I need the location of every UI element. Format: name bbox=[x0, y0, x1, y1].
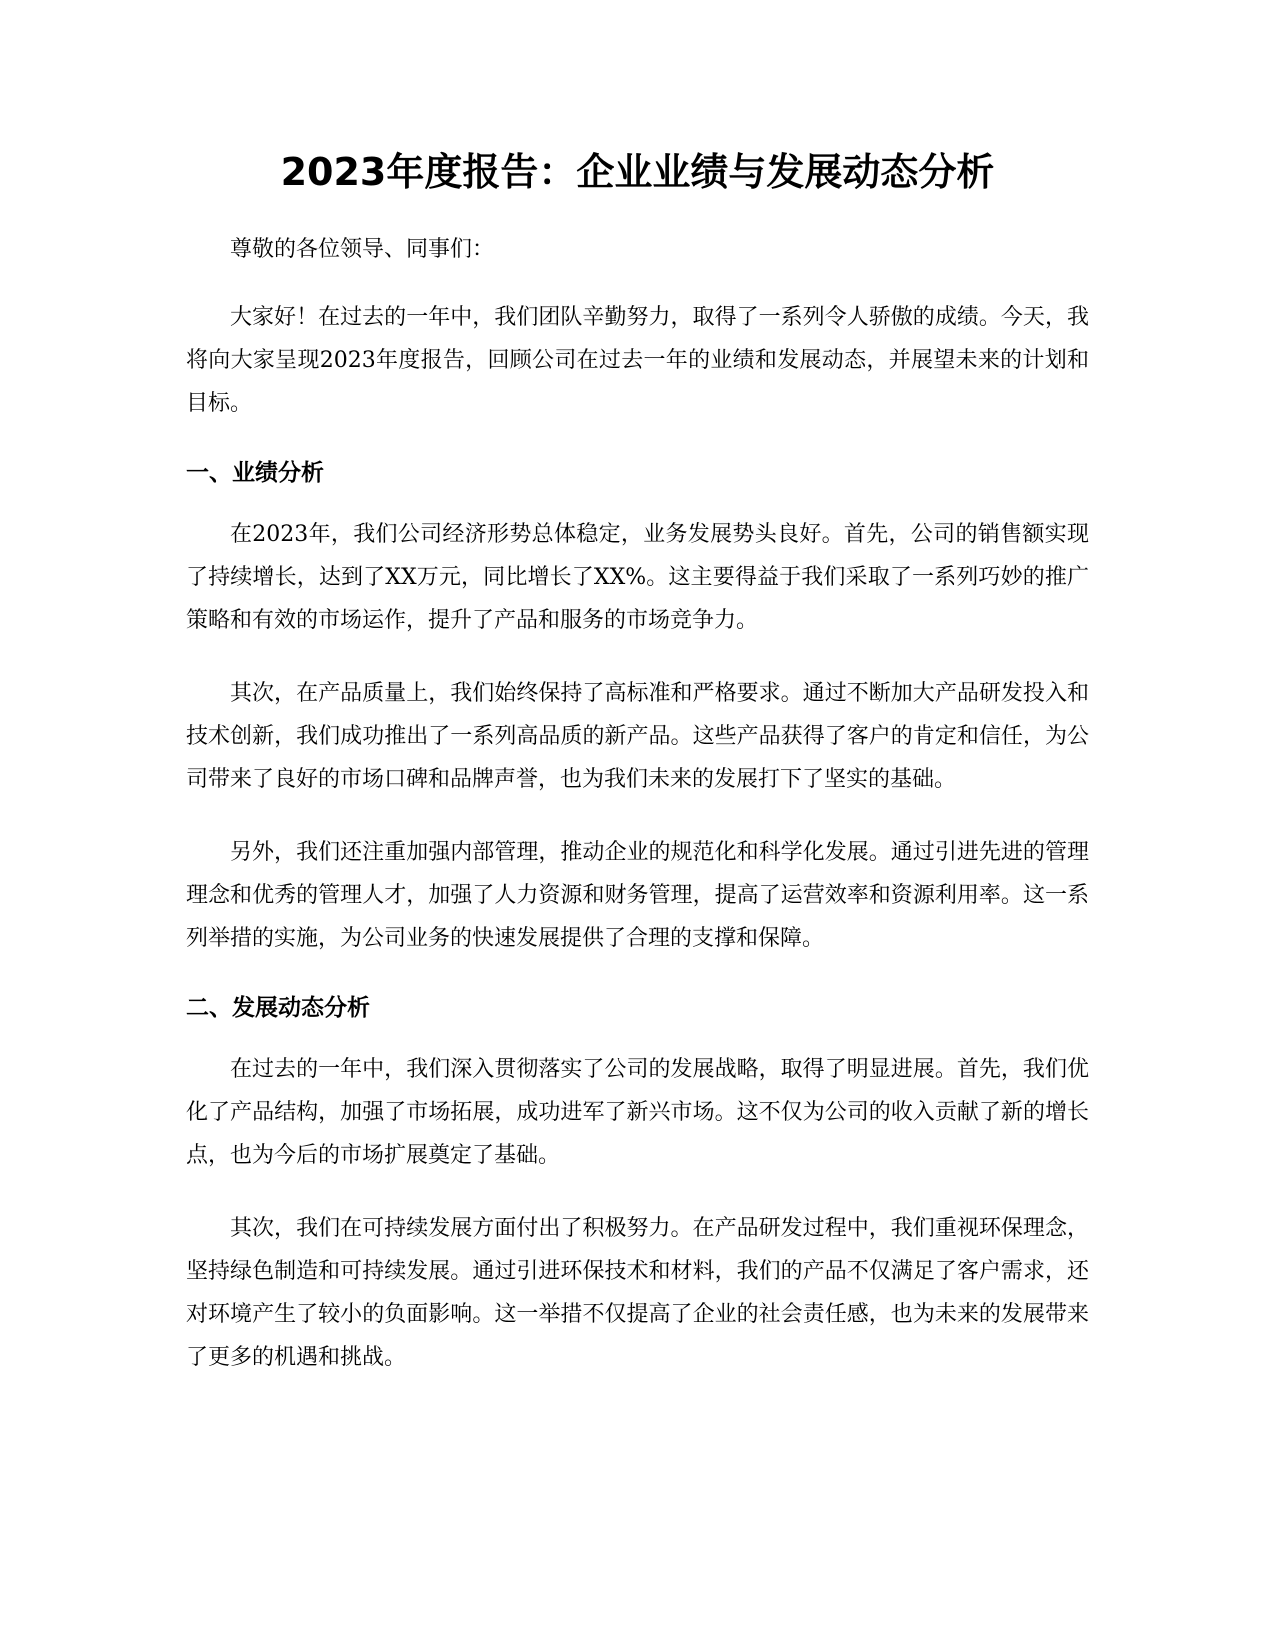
document-title: 2023年度报告：企业业绩与发展动态分析 bbox=[280, 150, 995, 194]
salutation: 尊敬的各位领导、同事们： bbox=[230, 237, 495, 262]
performance-paragraph-2: 其次，在产品质量上，我们始终保持了高标准和严格要求。通过不断加大产品研发投入和技术创新，我们成功推出了一系列高品质的新产品。这些产品获得了客户的肯定和信任，为公司带来了良好的市场口碑和品牌声誉，也为我们未来的发展打下了坚实的基础。 bbox=[186, 681, 1089, 792]
development-paragraph-2: 其次，我们在可持续发展方面付出了积极努力。在产品研发过程中，我们重视环保理念，坚持绿色制造和可持续发展。通过引进环保技术和材料，我们的产品不仅满足了客户需求，还对环境产生了较小的负面影响。这一举措不仅提高了企业的社会责任感，也为未来的发展带来了更多的机遇和挑战。 bbox=[186, 1216, 1089, 1370]
development-paragraph-1: 在过去的一年中，我们深入贯彻落实了公司的发展战略，取得了明显进展。首先，我们优化了产品结构，加强了市场拓展，成功进军了新兴市场。这不仅为公司的收入贡献了新的增长点，也为今后的市场扩展奠定了基础。 bbox=[186, 1057, 1089, 1168]
document-body bbox=[186, 140, 1089, 1379]
performance-paragraph-1: 在2023年，我们公司经济形势总体稳定，业务发展势头良好。首先，公司的销售额实现了持续增长，达到了XX万元，同比增长了XX%。这主要得益于我们采取了一系列巧妙的推广策略和有效的市场运作，提升了产品和服务的市场竞争力。 bbox=[186, 522, 1089, 633]
section-heading-performance: 一、业绩分析 bbox=[186, 460, 324, 486]
section-heading-development: 二、发展动态分析 bbox=[186, 995, 370, 1021]
intro-paragraph: 大家好！在过去的一年中，我们团队辛勤努力，取得了一系列令人骄傲的成绩。今天，我将向大家呈现2023年度报告，回顾公司在过去一年的业绩和发展动态，并展望未来的计划和目标。 bbox=[186, 305, 1089, 416]
performance-paragraph-3: 另外，我们还注重加强内部管理，推动企业的规范化和科学化发展。通过引进先进的管理理念和优秀的管理人才，加强了人力资源和财务管理，提高了运营效率和资源利用率。这一系列举措的实施，为公司业务的快速发展提供了合理的支撑和保障。 bbox=[186, 840, 1089, 951]
